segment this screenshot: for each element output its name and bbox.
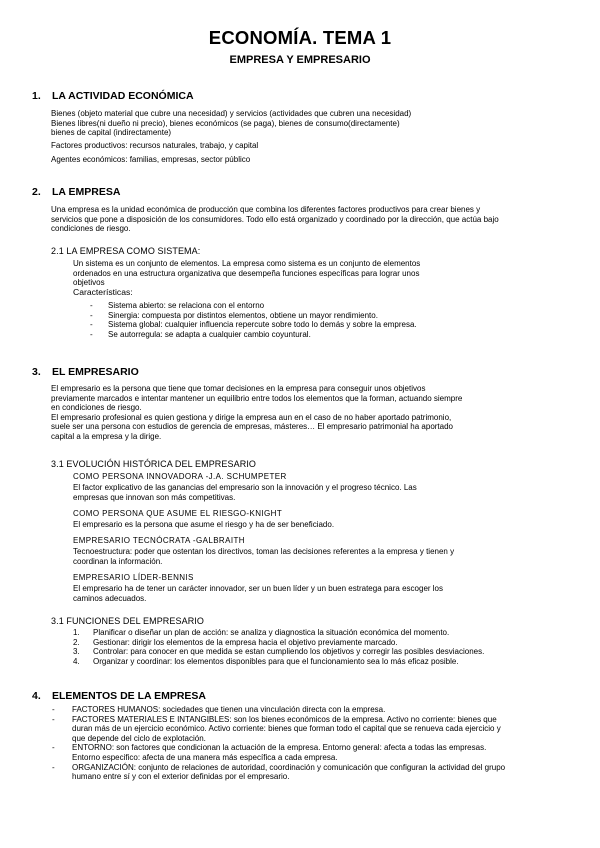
section-4-heading — [32, 690, 206, 702]
text-line: objetivos — [73, 278, 105, 288]
subsection-3-1-title: 3.1 EVOLUCIÓN HISTÓRICA DEL EMPRESARIO — [51, 459, 257, 469]
text-line: Bienes (objeto material que cubre una necesidad) y servicios (actividades que cubren una necesidad) — [51, 109, 412, 118]
factores-line: Factores productivos: recursos naturales, trabajo, y capital — [51, 141, 259, 150]
page-subtitle: EMPRESA Y EMPRESARIO — [229, 54, 371, 66]
text-line: condiciones de riesgo. — [51, 224, 131, 234]
text-line: Un sistema es un conjunto de elementos. La empresa como sistema es un conjunto de elementos — [73, 259, 421, 268]
text-line: Tecnoestructura: poder que ostentan los directivos, toman las decisiones referentes a la empresa y tienen y — [73, 547, 455, 556]
funciones-list — [73, 628, 484, 666]
section-2-heading — [32, 186, 120, 198]
list-item: - Sistema abierto: se relaciona con el entorno — [90, 301, 265, 310]
text-line: El empresario ha de tener un carácter innovador, ser un buen líder y un buen estratega para escoger los — [73, 584, 444, 593]
caracteristicas-label: Características: — [73, 286, 133, 297]
list-item: - ORGANIZACIÓN: conjunto de relaciones de autoridad, coordinación y comunicación que configuran la actividad del grupo humano entre sí y con el exterior definidas por el empresario. — [52, 762, 506, 782]
text-line: previamente marcados e intentar mantener un equilibrio entre todos los elementos que la forman, actuando siempre — [51, 393, 463, 403]
section-title: LA ACTIVIDAD ECONÓMICA — [52, 90, 194, 102]
section-2-body — [51, 205, 551, 234]
text-line: caminos adecuados. — [73, 593, 147, 603]
subsection-2-1-title: 2.1 LA EMPRESA COMO SISTEMA: — [51, 246, 201, 256]
evolution-heading: COMO PERSONA INNOVADORA -J.A. SCHUMPETER — [73, 472, 287, 481]
text-line: servicios que pone a disposición de los consumidores. Todo ello está organizado y coordinado por la dirección, que actúa bajo — [51, 214, 499, 224]
page-title: ECONOMÍA. TEMA 1 — [208, 27, 392, 48]
elementos-list — [52, 705, 505, 782]
text-line: coordinan la información. — [73, 556, 163, 566]
caracteristicas-list — [90, 301, 417, 339]
evolution-body — [73, 584, 443, 603]
text-line: suele ser una persona con estudios de gerencia de empresas, másteres… El empresario patrimonial ha aportado — [51, 422, 453, 432]
text-line: Una empresa es la unidad económica de producción que combina los diferentes factores productivos para crear bienes y — [51, 205, 481, 214]
list-item: 3. Controlar: para conocer en que medida se estan cumpliendo los objetivos y corregir las posibles desviaciones. — [73, 647, 485, 657]
text-line: El empresario es la persona que tiene que tomar decisiones en la empresa para conseguir unos objetivos — [51, 384, 426, 393]
list-item: 2. Gestionar: dirigir los elementos de la empresa hacia el objetivo previamente marcado. — [73, 637, 398, 647]
evolution-body — [73, 520, 334, 530]
subsection-3-2-title: 3.1 FUNCIONES DEL EMPRESARIO — [51, 616, 205, 626]
evolution-heading: COMO PERSONA QUE ASUME EL RIESGO-KNIGHT — [73, 509, 283, 518]
section-number: 2. — [32, 186, 41, 198]
text-line: El empresario profesional es quien gestiona y dirige la empresa aun en el caso de no haber aportado patrimonio, — [51, 412, 452, 422]
text-line: El empresario es la persona que asume el riesgo y ha de ser beneficiado. — [73, 520, 335, 529]
evolution-body — [73, 483, 417, 502]
text-line: empresas que innovan son más competitivas. — [73, 492, 236, 502]
section-title: LA EMPRESA — [52, 186, 121, 198]
section-title: EL EMPRESARIO — [52, 366, 139, 378]
section-3-heading — [32, 366, 139, 378]
text-line: bienes de capital (indirectamente) — [51, 128, 172, 138]
list-item: - Sinergia: compuesta por distintos elementos, obtiene un mayor rendimiento. — [90, 310, 378, 320]
section-number: 4. — [32, 690, 41, 702]
evolution-heading: EMPRESARIO TECNÓCRATA -GALBRAITH — [73, 536, 245, 545]
list-item: 4. Organizar y coordinar: los elementos disponibles para que el funcionamiento sea lo más eficaz posible. — [73, 656, 459, 666]
list-item: - Sistema global: cualquier influencia repercute sobre todo lo demás y sobre la empresa. — [90, 320, 417, 330]
section-3-body — [51, 384, 551, 442]
list-item: - FACTORES MATERIALES E INTANGIBLES: son los bienes económicos de la empresa. Activo no corriente: bienes que duran más de un ejercicio económico. Activo corriente: bienes que forman todo el capital que se renueva cada ejercicio y que depende del ciclo de explotación. — [52, 714, 501, 743]
section-title: ELEMENTOS DE LA EMPRESA — [52, 690, 207, 702]
evolution-heading: EMPRESARIO LÍDER-BENNIS — [73, 573, 194, 582]
section-1-body — [51, 109, 551, 138]
section-1-heading — [32, 90, 194, 102]
list-item: - ENTORNO: son factores que condicionan la actuación de la empresa. Entorno general: afecta a todas las empresas. Entorno especifico: afecta de una manera más específica a cada empresa. — [52, 743, 487, 762]
text-line: capital a la empresa y la dirige. — [51, 431, 162, 441]
subsection-2-1-body — [73, 259, 420, 297]
agentes-line: Agentes económicos: familias, empresas, sector público — [51, 155, 251, 164]
list-item: 1. Planificar o diseñar un plan de acción: se analiza y diagnostica la situación económica del momento. — [73, 628, 450, 637]
text-line: El factor explicativo de las ganancias del empresario son la innovación y el progreso técnico. Las — [73, 483, 417, 492]
list-item: - Se autorregula: se adapta a cualquier cambio coyuntural. — [90, 329, 311, 339]
list-item: - FACTORES HUMANOS: sociedades que tienen una vinculación directa con la empresa. — [52, 705, 386, 714]
text-line: en condiciones de riesgo. — [51, 403, 142, 413]
text-line: Bienes libres(ni dueño ni precio), bienes económicos (se paga), bienes de consumo(directamente) — [51, 118, 400, 128]
section-number: 3. — [32, 366, 41, 378]
text-line: ordenados en una estructura organizativa que desempeña funciones específicas para lograr unos — [73, 268, 420, 278]
evolution-body — [73, 547, 454, 566]
section-number: 1. — [32, 90, 41, 102]
